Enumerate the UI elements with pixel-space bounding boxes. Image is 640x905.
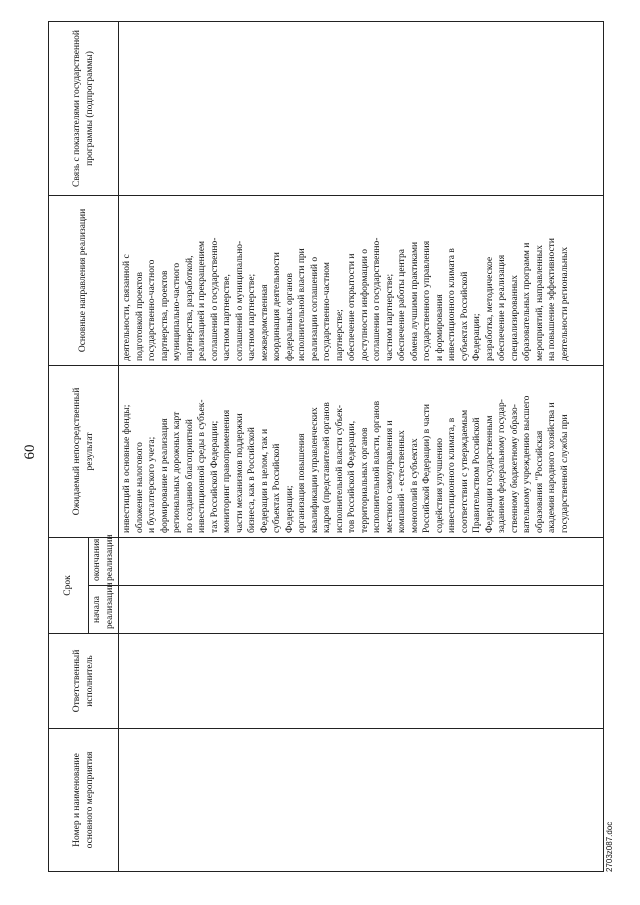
cell-expected-result: инвестиций в основные фонды; обложение налогового и бухгалтерского учета; формирование и реализация региональных дорожных карт по созданию благоприятной инвестиционной среды в субъек- тах Российской Федерации; мониторинг правоприменения части механизмов поддержки бизнеса, как в Российской Федерации в целом, так и субъектах Российской Федерации; организация повышения квалификации управленческих кадров (представителей органов исполнительной власти субъек- тов Российской Федерации, территориальных органов исполнительной власти, органов местного самоуправления и компаний - естественных монополий в субъектах Российской Федерации) в части содействия улучшению инвестиционного климата, в соответствии с утверждаемым Правительством Российской Федерации государственным заданием федеральному государ- ственному бюджетному образо- вательному учреждению высшего образования "Российская академия народного хозяйства и государственной службы при — [119, 365, 604, 537]
cell-main-directions: деятельности, связанной с подготовкой проектов государственно-частного партнерства, проектов муниципально-частного партнерства, разработкой, реализацией и прекращением соглашений о государственно- частном партнерстве, соглашений о муниципально- частном партнерстве; межведомственная координация деятельности федеральных органов исполнительной власти при реализации соглашений о государственно-частном партнерстве; обеспечение открытости и доступности информации о соглашении о государственно- частном партнерстве; обеспечение работы центра обмена лучшими практиками государственного управления и формирования инвестиционного климата в субъектах Российской Федерации; разработка, методическое обеспечение и реализация специализированных образовательных программ и мероприятий, направленных на повышение эффективности деятельности региональных — [119, 195, 604, 365]
cell-start — [119, 586, 604, 634]
header-expected-result: Ожидаемый непосредственный результат — [49, 365, 119, 537]
header-main-directions: Основные направления реализации — [49, 195, 119, 365]
page-number: 60 — [22, 444, 38, 460]
cell-activity-name — [119, 729, 604, 872]
rotated-document-page — [20, 12, 620, 892]
header-indicators-link: Связь с показателями государственной программы (подпрограммы) — [49, 21, 119, 195]
header-term: Срок — [49, 537, 89, 633]
activities-table — [48, 21, 604, 872]
cell-executor — [119, 634, 604, 729]
header-executor: Ответственный исполнитель — [49, 634, 119, 729]
table-header-row — [49, 21, 89, 871]
cell-indicators-link — [119, 21, 604, 195]
header-activity-name: Номер и наименование основного мероприятия — [49, 729, 119, 872]
table-row — [119, 21, 604, 871]
header-start: начала реализации — [89, 586, 119, 634]
cell-end — [119, 537, 604, 585]
header-end: окончания реализации — [89, 537, 119, 585]
document-code: 2703z087.doc — [605, 821, 614, 872]
